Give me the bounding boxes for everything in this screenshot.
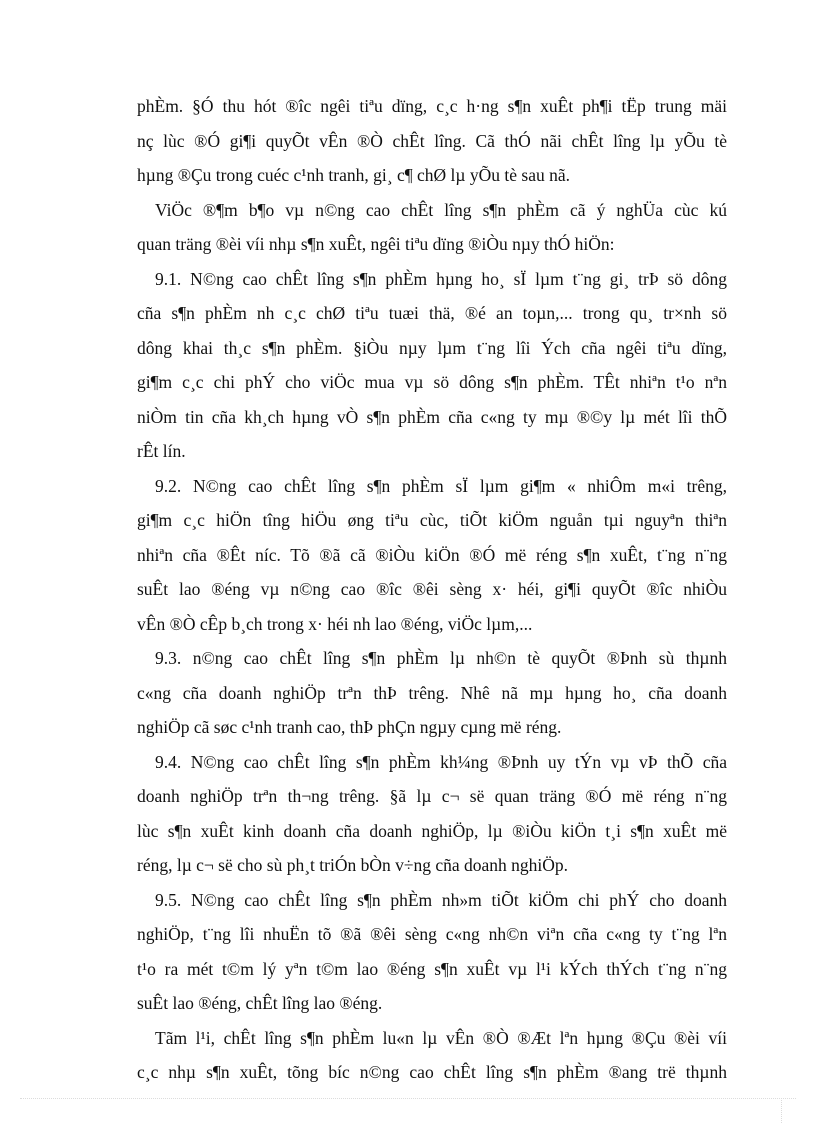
text-line: hµng ®Çu trong cuéc c¹nh tranh, gi¸ c¶ chØ lµ yÕu tè sau nã. [137, 165, 570, 185]
text-line: ViÖc ®¶m b¶o vµ n©ng cao chÊt lîng s¶n phÈm cã ý nghÜa cùc kú [155, 199, 727, 220]
text-line: nç lùc ®Ó gi¶i quyÕt vÊn ®Ò chÊt lîng. Cã thÓ nãi chÊt lîng lµ yÕu tè [137, 130, 727, 151]
text-line: c¸c nhµ s¶n xuÊt, tõng bíc n©ng cao chÊt lîng s¶n phÈm ®ang trë thµnh [137, 1062, 727, 1082]
body-text [137, 89, 727, 1090]
text-line: cña s¶n phÈm nh c¸c chØ tiªu tuæi thä, ®é an toµn,... trong qu¸ tr×nh sö [137, 303, 727, 323]
text-line: vÊn ®Ò cÊp b¸ch trong x· héi nh lao ®éng, viÖc lµm,... [137, 613, 533, 634]
text-line: suÊt lao ®éng vµ n©ng cao ®îc ®êi sèng x· héi, gi¶i quyÕt ®îc nhiÒu [137, 579, 727, 599]
text-line: doanh nghiÖp trªn th¬ng trêng. §ã lµ c¬ së quan träng ®Ó më réng n¨ng [137, 786, 727, 806]
text-line: 9.2. N©ng cao chÊt lîng s¶n phÈm sÏ lµm gi¶m « nhiÔm m«i trêng, [155, 475, 727, 496]
text-line: niÒm tin cña kh¸ch hµng vÒ s¶n phÈm cña c«ng ty mµ ®©y lµ mét lîi thÕ [137, 406, 727, 427]
text-line: gi¶m c¸c chi phÝ cho viÖc mua vµ sö dông s¶n phÈm. TÊt nhiªn t¹o nªn [137, 372, 727, 392]
text-line: 9.3. n©ng cao chÊt lîng s¶n phÈm lµ nh©n tè quyÕt ®Þnh sù thµnh [155, 648, 727, 668]
page-bottom-rule [20, 1098, 796, 1099]
text-line: c«ng cña doanh nghiÖp trªn thÞ trêng. Nhê nã mµ hµng ho¸ cña doanh [137, 682, 727, 703]
text-line: 9.5. N©ng cao chÊt lîng s¶n phÈm nh»m tiÕt kiÖm chi phÝ cho doanh [155, 889, 727, 910]
text-line: Tãm l¹i, chÊt lîng s¶n phÈm lu«n lµ vÊn ®Ò ®Æt lªn hµng ®Çu ®èi víi [155, 1027, 727, 1048]
page-corner-mark [781, 1098, 782, 1123]
text-line: 9.1. N©ng cao chÊt lîng s¶n phÈm hµng ho¸ sÏ lµm t¨ng gi¸ trÞ sö dông [155, 268, 727, 289]
text-line: quan träng ®èi víi nhµ s¶n xuÊt, ngêi tiªu dïng ®iÒu nµy thÓ hiÖn: [137, 234, 615, 254]
text-line: lùc s¶n xuÊt kinh doanh cña doanh nghiÖp, lµ ®iÒu kiÖn t¸i s¶n xuÊt më [137, 820, 727, 841]
text-line: nghiÖp cã søc c¹nh tranh cao, thÞ phÇn ngµy cµng më réng. [137, 717, 562, 737]
text-line: nghiÖp, t¨ng lîi nhuËn tõ ®ã ®êi sèng c«ng nh©n viªn cña c«ng ty t¨ng lªn [137, 924, 727, 944]
text-line: phÈm. §Ó thu hót ®îc ngêi tiªu dïng, c¸c h·ng s¶n xuÊt ph¶i tËp trung mäi [137, 96, 727, 116]
text-line: t¹o ra mét t©m lý yªn t©m lao ®éng s¶n xuÊt vµ l¹i kÝch thÝch t¨ng n¨ng [137, 958, 727, 979]
text-line: 9.4. N©ng cao chÊt lîng s¶n phÈm kh¼ng ®Þnh uy tÝn vµ vÞ thÕ cña [155, 751, 727, 772]
text-line: suÊt lao ®éng, chÊt lîng lao ®éng. [137, 993, 383, 1013]
text-line: dông khai th¸c s¶n phÈm. §iÒu nµy lµm t¨ng lîi Ých cña ngêi tiªu dïng, [137, 337, 727, 358]
text-line: rÊt lín. [137, 441, 186, 461]
text-line: nhiªn cña ®Êt níc. Tõ ®ã cã ®iÒu kiÖn ®Ó më réng s¶n xuÊt, t¨ng n¨ng [137, 544, 727, 565]
text-line: réng, lµ c¬ së cho sù ph¸t triÓn bÒn v÷ng cña doanh nghiÖp. [137, 855, 569, 875]
text-line: gi¶m c¸c hiÖn tîng hiÖu øng tiªu cùc, tiÕt kiÖm nguån tµi nguyªn thiªn [137, 510, 727, 530]
